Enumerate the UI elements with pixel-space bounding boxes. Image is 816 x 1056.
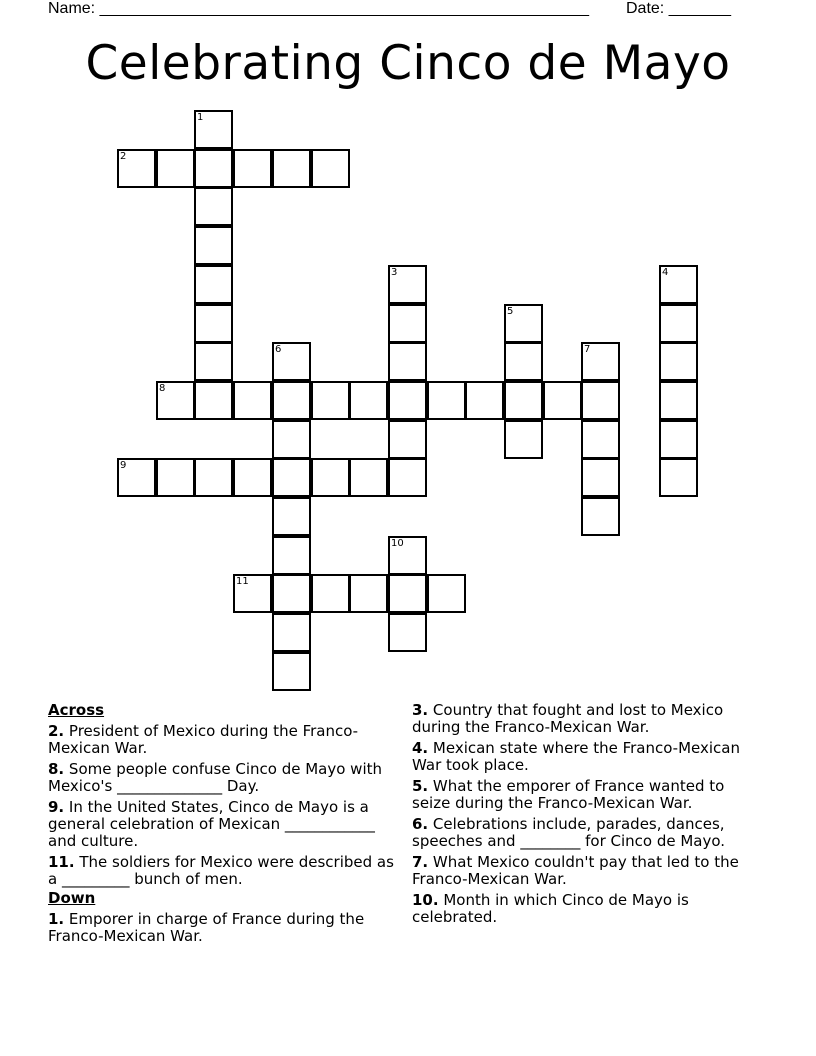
crossword-cell[interactable] [156,381,195,420]
crossword-cell[interactable] [272,458,311,497]
clue-across-9: 9. In the United States, Cinco de Mayo is a general celebration of Mexican ____________ and culture. [48,798,375,850]
crossword-cell[interactable] [194,187,233,226]
clue-down-4: 4. Mexican state where the Franco-Mexican War took place. [412,739,740,774]
crossword-cell[interactable] [272,652,311,691]
clue-across-11: 11. The soldiers for Mexico were described as a _________ bunch of men. [48,853,394,888]
clue-down-7: 7. What Mexico couldn't pay that led to the Franco-Mexican War. [412,853,739,888]
crossword-cell[interactable] [272,574,311,613]
clue-across-8: 8. Some people confuse Cinco de Mayo with Mexico's ______________ Day. [48,760,383,795]
clue-number-10: 10 [391,538,404,549]
crossword-cell[interactable] [156,458,195,497]
crossword-cell[interactable] [349,381,388,420]
crossword-cell[interactable] [388,420,427,459]
crossword-cell[interactable] [465,381,504,420]
crossword-cell[interactable] [543,381,582,420]
clue-down-5: 5. What the emporer of France wanted to seize during the Franco-Mexican War. [412,777,725,812]
crossword-cell[interactable] [388,381,427,420]
crossword-cell[interactable] [427,574,466,613]
crossword-cell[interactable] [311,149,350,188]
crossword-cell[interactable] [581,458,620,497]
crossword-cell[interactable] [194,381,233,420]
crossword-cell[interactable] [659,381,698,420]
crossword-cell[interactable] [272,497,311,536]
crossword-cell[interactable] [272,420,311,459]
crossword-cell[interactable] [388,613,427,652]
clues-right-column [412,702,762,930]
crossword-cell[interactable] [504,381,543,420]
clue-number-5: 5 [507,306,514,317]
clue-number-11: 11 [236,576,249,587]
crossword-cell[interactable] [194,149,233,188]
crossword-cell[interactable] [659,265,698,304]
clue-down-3: 3. Country that fought and lost to Mexico during the Franco-Mexican War. [412,701,724,736]
name-field-label[interactable]: Name: _______________________________________________________ [48,0,589,17]
across-heading: Across [48,701,105,719]
crossword-cell[interactable] [233,574,272,613]
crossword-cell[interactable] [272,536,311,575]
clue-down-10: 10. Month in which Cinco de Mayo is celebrated. [412,891,689,926]
crossword-cell[interactable] [311,381,350,420]
clue-down-6: 6. Celebrations include, parades, dances, speeches and ________ for Cinco de Mayo. [412,815,726,850]
clue-number-7: 7 [584,344,591,355]
crossword-cell[interactable] [388,458,427,497]
crossword-cell[interactable] [581,381,620,420]
crossword-cell[interactable] [504,304,543,343]
crossword-cell[interactable] [427,381,466,420]
crossword-cell[interactable] [272,342,311,381]
crossword-cell[interactable] [272,613,311,652]
crossword-cell[interactable] [194,342,233,381]
crossword-cell[interactable] [504,342,543,381]
crossword-cell[interactable] [388,304,427,343]
crossword-cell[interactable] [659,342,698,381]
crossword-cell[interactable] [349,458,388,497]
crossword-cell[interactable] [194,226,233,265]
down-heading: Down [48,889,96,907]
crossword-cell[interactable] [311,458,350,497]
clue-number-6: 6 [275,344,282,355]
crossword-cell[interactable] [388,574,427,613]
crossword-cell[interactable] [272,381,311,420]
crossword-cell[interactable] [388,265,427,304]
crossword-cell[interactable] [272,149,311,188]
crossword-cell[interactable] [117,149,156,188]
crossword-cell[interactable] [194,458,233,497]
clue-across-2: 2. President of Mexico during the Franco-Mexican War. [48,722,359,757]
clue-number-2: 2 [120,151,127,162]
crossword-cell[interactable] [581,420,620,459]
crossword-cell[interactable] [233,149,272,188]
clue-down-1: 1. Emporer in charge of France during the Franco-Mexican War. [48,910,365,945]
clue-number-3: 3 [391,267,398,278]
crossword-cell[interactable] [388,342,427,381]
crossword-cell[interactable] [504,420,543,459]
crossword-cell[interactable] [194,110,233,149]
crossword-cell[interactable] [233,458,272,497]
crossword-cell[interactable] [581,342,620,381]
crossword-cell[interactable] [659,420,698,459]
crossword-cell[interactable] [349,574,388,613]
crossword-cell[interactable] [388,536,427,575]
crossword-cell[interactable] [117,458,156,497]
page-title: Celebrating Cinco de Mayo [85,36,731,91]
crossword-cell[interactable] [659,458,698,497]
crossword-cell[interactable] [194,265,233,304]
crossword-cell[interactable] [233,381,272,420]
crossword-cell[interactable] [194,304,233,343]
clues-left-column [48,702,400,949]
clue-number-1: 1 [197,112,204,123]
clue-number-4: 4 [662,267,669,278]
crossword-cell[interactable] [311,574,350,613]
clue-number-9: 9 [120,460,127,471]
date-field-label[interactable]: Date: _______ [626,0,731,17]
clue-number-8: 8 [159,383,166,394]
crossword-cell[interactable] [659,304,698,343]
crossword-cell[interactable] [156,149,195,188]
crossword-cell[interactable] [581,497,620,536]
